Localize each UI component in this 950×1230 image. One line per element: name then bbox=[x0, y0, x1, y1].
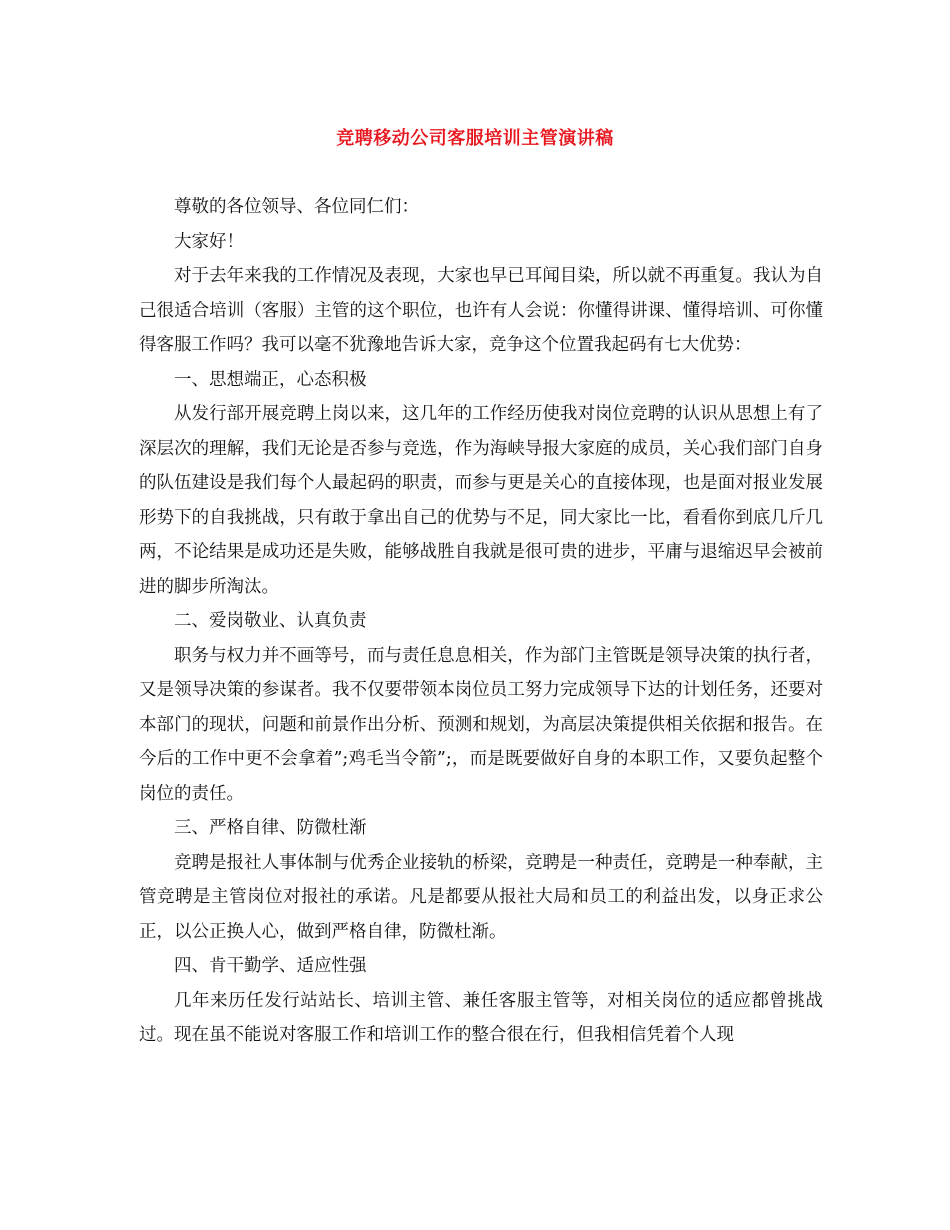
section-heading-2: 二、爱岗敬业、认真负责 bbox=[174, 611, 367, 631]
section-heading-1: 一、思想端正，心态积极 bbox=[174, 369, 367, 390]
intro-paragraph: 对于去年来我的工作情况及表现，大家也早已耳闻目染，所以就不再重复。我认为自己很适合培训（客服）主管的这个职位，也许有人会说：你懂得讲课、懂得培训、可你懂得客服工作吗？我可以毫不犹豫地告诉大家，竞争这个位置我起码有七大优势： bbox=[139, 266, 823, 355]
document-title: 竞聘移动公司客服培训主管演讲稿 bbox=[336, 128, 614, 149]
section-heading-4: 四、肯干勤学、适应性强 bbox=[174, 956, 367, 976]
section-paragraph-1: 从发行部开展竞聘上岗以来，这几年的工作经历使我对岗位竞聘的认识从思想上有了深层次的理解，我们无论是否参与竞选，作为海峡导报大家庭的成员，关心我们部门自身的队伍建设是我们每个人最起码的职责，而参与更是关心的直接体现，也是面对报业发展形势下的自我挑战，只有敢于拿出自己的优势与不足，同大家比一比，看看你到底几斤几两，不论结果是成功还是失败，能够战胜自我就是很可贵的进步，平庸与退缩迟早会被前进的脚步所淘汰。 bbox=[139, 404, 823, 597]
section-heading-3: 三、严格自律、防微杜渐 bbox=[174, 818, 367, 838]
section-paragraph-4: 几年来历任发行站站长、培训主管、兼任客服主管等，对相关岗位的适应都曾挑战过。现在虽不能说对客服工作和培训工作的整合很在行，但我相信凭着个人现 bbox=[139, 990, 823, 1045]
greeting-paragraph: 尊敬的各位领导、各位同仁们： bbox=[174, 197, 419, 217]
section-paragraph-3: 竞聘是报社人事体制与优秀企业接轨的桥梁，竞聘是一种责任，竞聘是一种奉献，主管竞聘是主管岗位对报社的承诺。凡是都要从报社大局和员工的利益出发，以身正求公正，以公正换人心，做到严格自律，防微杜渐。 bbox=[139, 852, 823, 942]
section-paragraph-2: 职务与权力并不画等号，而与责任息息相关，作为部门主管既是领导决策的执行者，又是领导决策的参谋者。我不仅要带领本岗位员工努力完成领导下达的计划任务，还要对本部门的现状，问题和前景作出分析、预测和规划，为高层决策提供相关依据和报告。在今后的工作中更不会拿着”;鸡毛当令箭”;，而是既要做好自身的本职工作，又要负起整个岗位的责任。 bbox=[139, 645, 823, 804]
salutation-paragraph: 大家好！ bbox=[174, 231, 244, 252]
document-body bbox=[139, 190, 823, 1053]
